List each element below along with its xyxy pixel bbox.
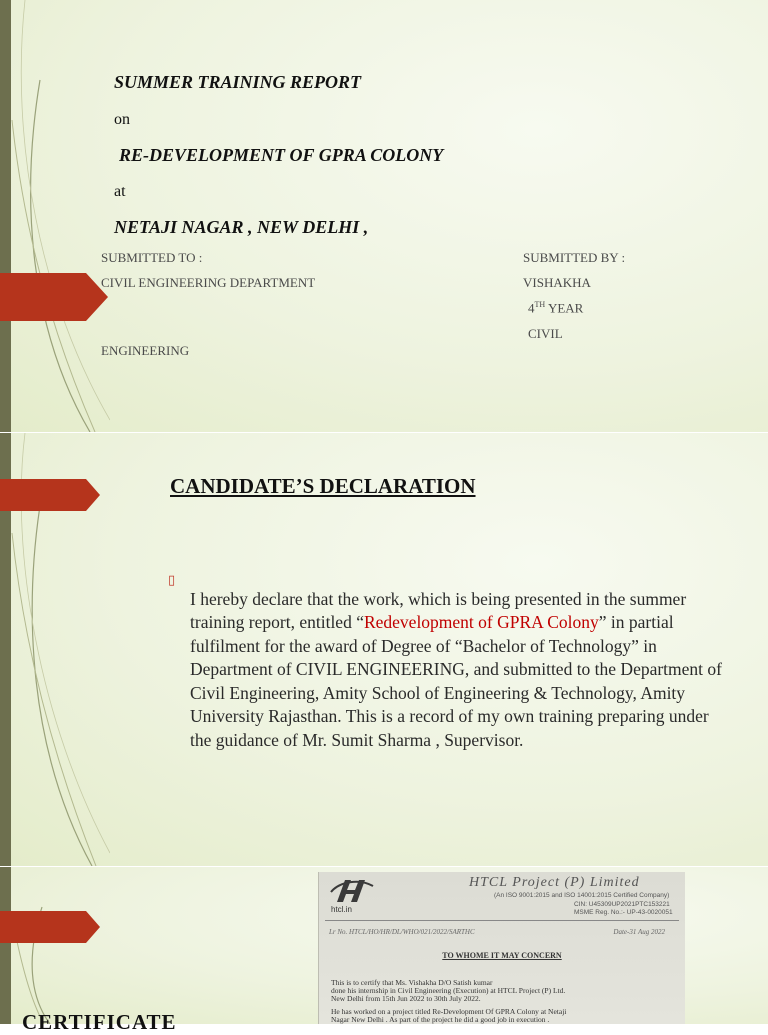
decorative-swirl — [0, 0, 110, 432]
student-branch: CIVIL — [528, 326, 563, 341]
certificate-heading: CERTIFICATE — [22, 1010, 177, 1034]
concern-heading: TO WHOME IT MAY CONCERN — [442, 951, 562, 960]
accent-tab — [0, 479, 108, 511]
submitted-to-label: SUBMITTED TO : — [101, 250, 203, 265]
htcl-logo-icon — [329, 876, 375, 906]
cert-line: He has worked on a project titled Re-Development Of GPRA Colony at Netaji — [331, 1007, 567, 1016]
slide-title — [0, 0, 768, 432]
iso-line: (An ISO 9001:2015 and ISO 14001:2015 Certified Company) — [494, 892, 670, 899]
internship-certificate-image — [318, 872, 685, 1024]
word-at: at — [114, 183, 126, 200]
decorative-swirl — [0, 867, 110, 1024]
project-title: RE-DEVELOPMENT OF GPRA COLONY — [119, 145, 444, 165]
report-title: SUMMER TRAINING REPORT — [114, 72, 362, 92]
declaration-paragraph: I hereby declare that the work, which is being presented in the summer training report, entitled “Redevelopment of GPRA Colony” in partial fulfilment for the award of Degree of “Bachelor of Technology” in Department of CIVIL ENGINEERING, and submitted to the Department of Civil Engineering, Amity School of Engineering & Technology, Amity University Rajasthan. This is a record of my own training preparing under the guidance of Mr. Sumit Sharma , Supervisor. — [190, 588, 722, 750]
word-on: on — [114, 111, 130, 128]
header-rule — [325, 920, 679, 921]
department: CIVIL ENGINEERING DEPARTMENT — [101, 275, 316, 290]
submitted-by-label: SUBMITTED BY : — [523, 250, 626, 265]
student-year: 4TH YEAR — [528, 300, 584, 316]
msme-line: MSME Reg. No.:- UP-43-0020051 — [574, 909, 673, 916]
left-bar — [0, 867, 11, 1024]
cert-line: Nagar New Delhi . As part of the project he did a good job in execution . — [331, 1015, 550, 1024]
left-bar — [0, 0, 11, 432]
declaration-heading: CANDIDATE’S DECLARATION — [170, 474, 476, 498]
accent-tab — [0, 911, 108, 943]
company-website: htcl.in — [331, 905, 352, 914]
student-name: VISHAKHA — [523, 275, 591, 290]
cert-line: New Delhi from 15th Jun 2022 to 30th July 2022. — [331, 994, 481, 1003]
company-name: HTCL Project (P) Limited — [469, 875, 640, 890]
bullet-icon: ▯ — [168, 572, 176, 587]
cin-line: CIN: U45309UP2021PTC153221 — [574, 901, 670, 908]
letter-ref: Lr No. HTCL/HO/HR/DL/WHO/021/2022/SARTHC — [329, 928, 475, 936]
engineering-label: ENGINEERING — [101, 343, 190, 358]
cert-line: done his internship in Civil Engineering (Execution) at HTCL Project (P) Ltd. — [331, 986, 566, 995]
accent-tab — [0, 273, 108, 317]
location: NETAJI NAGAR , NEW DELHI , — [114, 217, 369, 237]
letter-date: Date-31 Aug 2022 — [613, 928, 665, 936]
cert-line: This is to certify that Ms. Vishakha D/O Satish kumar — [331, 978, 493, 987]
highlighted-title: Redevelopment of GPRA Colony — [363, 612, 599, 632]
